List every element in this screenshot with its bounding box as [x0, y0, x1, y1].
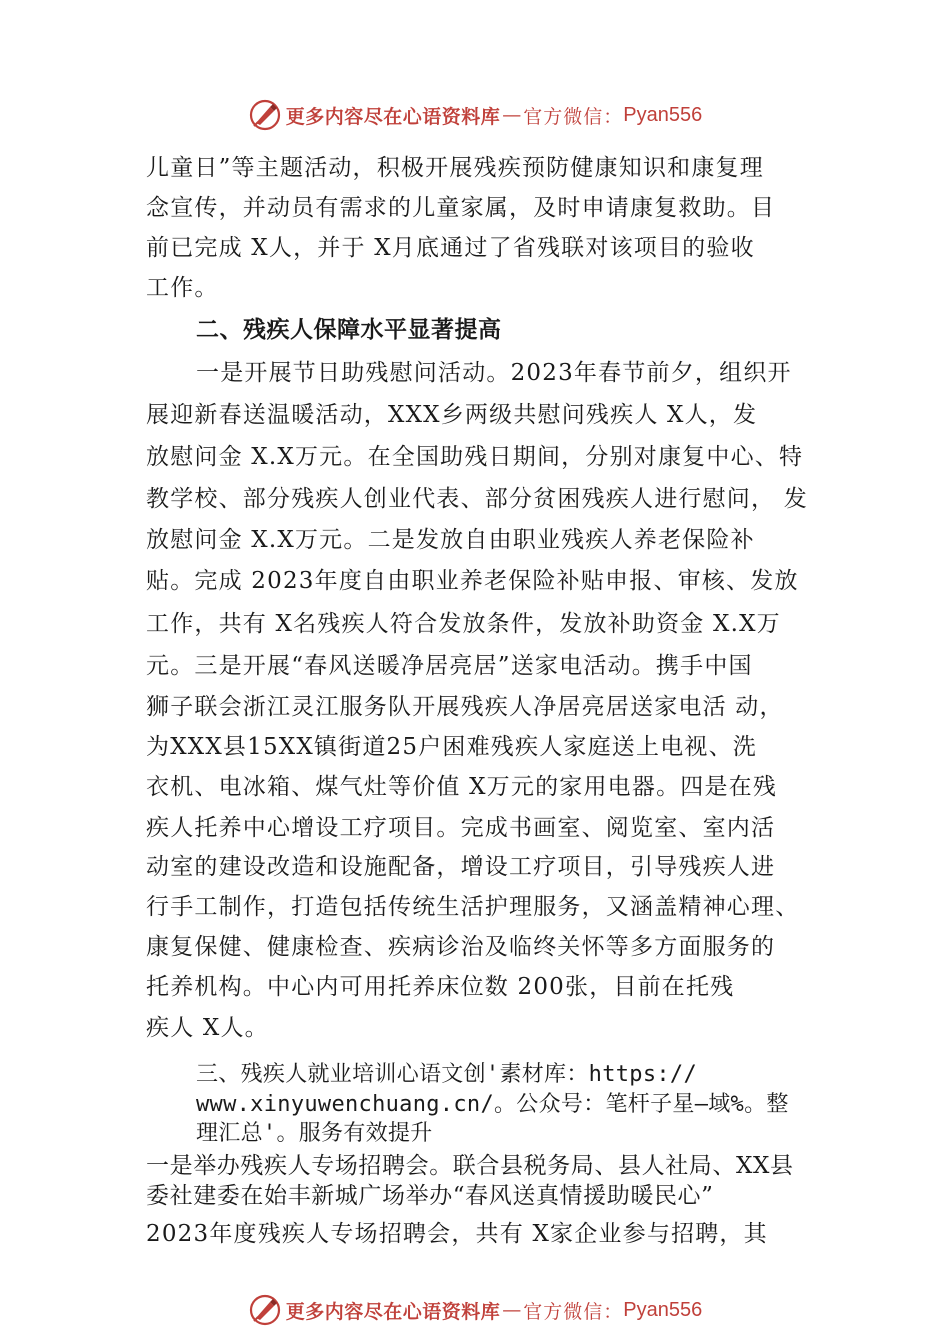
body-line: 2023年度残疾人专场招聘会，共有 X家企业参与招聘，其	[146, 1221, 768, 1247]
body-line: 托养机构。中心内可用托养床位数 200张，目前在托残	[146, 974, 735, 1000]
body-line: 念宣传，并动员有需求的儿童家属，及时申请康复救助。目	[146, 195, 776, 221]
body-line: 教学校、部分残疾人创业代表、部分贫困残疾人进行慰问， 发	[146, 486, 808, 512]
body-line: 疾人托养中心增设工疗项目。完成书画室、阅览室、室内活	[146, 815, 776, 841]
body-line: 放慰问金 X.X万元。在全国助残日期间，分别对康复中心、特	[146, 444, 804, 470]
body-line: 工作。	[146, 275, 219, 301]
body-line: 动室的建设改造和设施配备，增设工疗项目，引导残疾人进	[146, 854, 776, 880]
pen-logo-icon	[248, 1293, 282, 1327]
body-line: 贴。完成 2023年度自由职业养老保险补贴申报、审核、发放	[146, 568, 799, 594]
section-heading: 二、残疾人保障水平显著提高	[196, 317, 502, 343]
body-line-watermark: 三、残疾人就业培训心语文创'素材库：https://	[196, 1062, 698, 1087]
body-line-watermark: www.xinyuwenchuang.cn/。公众号：笔杆子星—域%。整	[196, 1092, 789, 1117]
body-line: 一是开展节日助残慰问活动。2023年春节前夕，组织开	[196, 360, 792, 386]
body-line: 狮子联会浙江灵江服务队开展残疾人净居亮居送家电活 动，	[146, 694, 784, 720]
pen-logo-icon	[248, 98, 282, 132]
body-line: 疾人 X人。	[146, 1015, 269, 1041]
body-line: 康复保健、健康检查、疾病诊治及临终关怀等多方面服务的	[146, 934, 776, 960]
header-brand: 更多内容尽在心语资料库	[285, 105, 501, 128]
header-wechat-label: 官方微信：	[523, 105, 624, 128]
body-line: 儿童日”等主题活动，积极开展残疾预防健康知识和康复理	[146, 155, 764, 181]
body-line: 元。三是开展“春风送暖净居亮居”送家电活动。携手中国	[146, 653, 753, 679]
body-line: 放慰问金 X.X万元。二是发放自由职业残疾人养老保险补	[146, 527, 755, 553]
footer-wechat-id: Pyan556	[623, 1298, 703, 1321]
header-banner	[0, 95, 950, 135]
footer-banner	[0, 1290, 950, 1330]
body-line-watermark: 理汇总'。服务有效提升	[196, 1121, 433, 1146]
body-line: 展迎新春送温暖活动，XXX乡两级共慰问残疾人 X人，发	[146, 402, 758, 428]
body-line: 前已完成 X人，并于 X月底通过了省残联对该项目的验收	[146, 235, 755, 261]
header-wechat-id: Pyan556	[623, 103, 703, 126]
footer-wechat-label: 官方微信：	[523, 1300, 624, 1323]
body-line: 为XXX县15XX镇街道25户困难残疾人家庭送上电视、洗	[146, 734, 758, 760]
body-line: 一是举办残疾人专场招聘会。联合县税务局、县人社局、XX县	[146, 1153, 794, 1179]
footer-brand: 更多内容尽在心语资料库	[285, 1300, 501, 1323]
footer-dash: —	[502, 1299, 522, 1321]
header-dash: —	[502, 104, 522, 126]
body-line: 委社建委在始丰新城广场举办“春风送真情援助暖民心”	[146, 1183, 714, 1209]
body-line: 衣机、电冰箱、煤气灶等价值 X万元的家用电器。四是在残	[146, 774, 778, 800]
body-line: 行手工制作，打造包括传统生活护理服务，又涵盖精神心理、	[146, 894, 800, 920]
body-line: 工作，共有 X名残疾人符合发放条件，发放补助资金 X.X万	[146, 611, 781, 637]
